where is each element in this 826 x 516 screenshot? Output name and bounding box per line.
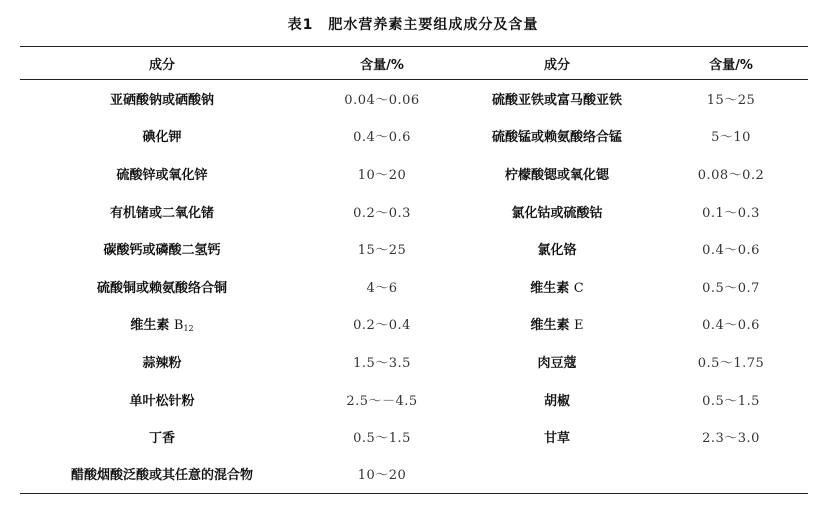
table-row bbox=[20, 455, 808, 493]
vitamin-letter: C bbox=[573, 280, 584, 296]
content-value: 0.4～0.6 bbox=[702, 243, 760, 259]
component-name: 碳酸钙或磷酸二氢钙 bbox=[103, 243, 221, 259]
table-row bbox=[20, 305, 808, 343]
content-value: 2.5～－4.5 bbox=[346, 393, 418, 409]
content-value: 10～20 bbox=[357, 167, 407, 183]
content-value: 0.5～1.5 bbox=[353, 431, 411, 447]
component-name: 甘草 bbox=[543, 431, 570, 447]
content-value: 2.3～3.0 bbox=[702, 431, 760, 447]
vitamin-letter: E bbox=[574, 318, 584, 334]
content-value: 1.5～3.5 bbox=[353, 355, 411, 371]
header-component-left: 成分 bbox=[20, 47, 304, 80]
component-name: 柠檬酸锶或氧化锶 bbox=[504, 167, 609, 183]
vitamin-subscript: 12 bbox=[183, 324, 194, 334]
component-name: 氯化钴或硫酸钴 bbox=[511, 205, 603, 221]
nutrient-table bbox=[20, 46, 808, 494]
component-name-main: 维生素 bbox=[530, 318, 570, 334]
component-name: 亚硒酸钠或硒酸钠 bbox=[109, 93, 214, 109]
component-name: 单叶松针粉 bbox=[129, 393, 195, 409]
component-name: 硫酸铜或赖氨酸络合铜 bbox=[96, 280, 227, 296]
component-name-main: 维生素 bbox=[130, 318, 170, 334]
header-component-right: 成分 bbox=[460, 47, 654, 80]
table-row bbox=[20, 343, 808, 381]
content-value: 0.5～0.7 bbox=[702, 280, 760, 296]
content-value: 0.4～0.6 bbox=[353, 130, 411, 146]
content-value: 0.08～0.2 bbox=[697, 167, 765, 183]
component-name-main: 维生素 bbox=[530, 280, 570, 296]
component-name: 碘化钾 bbox=[142, 130, 182, 146]
content-value: 4～6 bbox=[366, 280, 398, 296]
component-name: 硫酸锰或赖氨酸络合锰 bbox=[491, 130, 622, 146]
content-value: 15～25 bbox=[706, 93, 756, 109]
component-name: 丁香 bbox=[148, 431, 175, 447]
component-name bbox=[460, 455, 654, 493]
component-name: 硫酸亚铁或富马酸亚铁 bbox=[491, 93, 622, 109]
vitamin-letter: B bbox=[173, 318, 184, 334]
content-value: 0.5～1.75 bbox=[697, 355, 765, 371]
header-content-left: 含量/% bbox=[304, 47, 460, 80]
component-name: 醋酸烟酸泛酸或其任意的混合物 bbox=[20, 455, 304, 493]
table-row bbox=[20, 192, 808, 230]
component-name: 硫酸锌或氧化锌 bbox=[116, 167, 208, 183]
table-row bbox=[20, 418, 808, 456]
table-row bbox=[20, 230, 808, 268]
header-row bbox=[20, 47, 808, 80]
component-name: 有机锗或二氧化锗 bbox=[109, 205, 214, 221]
table-row bbox=[20, 267, 808, 305]
table-row bbox=[20, 117, 808, 155]
content-value bbox=[654, 455, 808, 493]
content-value: 0.2～0.3 bbox=[353, 205, 411, 221]
content-value: 5～10 bbox=[711, 130, 751, 146]
header-content-right: 含量/% bbox=[654, 47, 808, 80]
component-name bbox=[460, 305, 654, 343]
content-value: 0.5～1.5 bbox=[702, 393, 760, 409]
component-name: 肉豆蔻 bbox=[537, 355, 577, 371]
component-name: 氯化铬 bbox=[537, 243, 577, 259]
content-value: 0.04～0.06 bbox=[344, 93, 420, 109]
component-name: 蒜辣粉 bbox=[142, 355, 182, 371]
table-row bbox=[20, 155, 808, 193]
content-value: 15～25 bbox=[357, 243, 407, 259]
component-name bbox=[20, 305, 304, 343]
component-name bbox=[460, 267, 654, 305]
component-name: 胡椒 bbox=[543, 393, 570, 409]
table-row bbox=[20, 380, 808, 418]
content-value: 0.4～0.6 bbox=[702, 318, 760, 334]
content-value: 0.2～0.4 bbox=[353, 318, 411, 334]
content-value: 10～20 bbox=[304, 455, 460, 493]
table-caption: 表1 肥水营养素主要组成成分及含量 bbox=[287, 17, 539, 33]
content-value: 0.1～0.3 bbox=[702, 205, 760, 221]
table-row bbox=[20, 80, 808, 118]
